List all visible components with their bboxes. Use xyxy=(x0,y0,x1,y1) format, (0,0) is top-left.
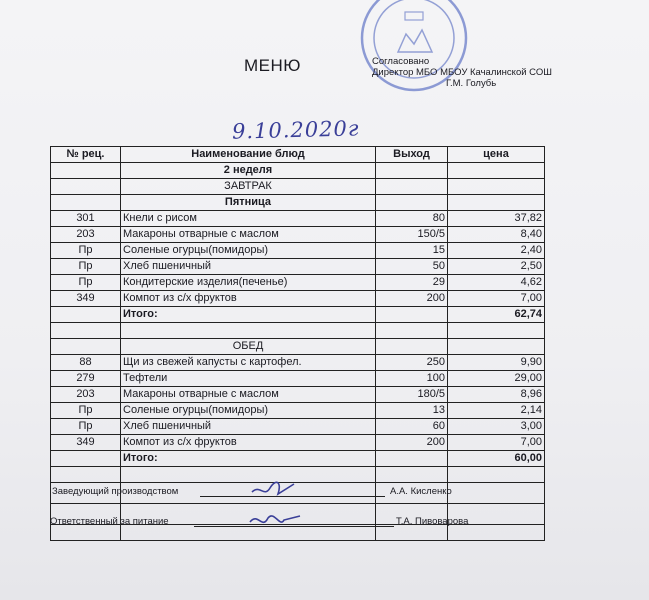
portion-output: 200 xyxy=(376,291,448,307)
dish-name: Хлеб пшеничный xyxy=(121,419,376,435)
column-header: Наименование блюд xyxy=(121,147,376,163)
approval-block xyxy=(372,56,552,89)
table-row xyxy=(51,371,545,387)
portion-output: 15 xyxy=(376,243,448,259)
recipe-number: 88 xyxy=(51,355,121,371)
price: 8,96 xyxy=(448,387,545,403)
dish-name: Соленые огурцы(помидоры) xyxy=(121,403,376,419)
price: 9,90 xyxy=(448,355,545,371)
portion-output: 29 xyxy=(376,275,448,291)
table-header-row xyxy=(51,147,545,163)
price: 2,14 xyxy=(448,403,545,419)
price: 2,50 xyxy=(448,259,545,275)
lunch-rows xyxy=(51,355,545,451)
dish-name: Макароны отварные с маслом xyxy=(121,227,376,243)
portion-output: 13 xyxy=(376,403,448,419)
recipe-number: 279 xyxy=(51,371,121,387)
total-label: Итого: xyxy=(121,307,376,323)
dish-name: Соленые огурцы(помидоры) xyxy=(121,243,376,259)
price: 8,40 xyxy=(448,227,545,243)
handwritten-date: 9.10.2020г xyxy=(231,116,360,144)
price: 4,62 xyxy=(448,275,545,291)
table-row xyxy=(51,355,545,371)
manager-role: Заведующий производством xyxy=(52,486,179,497)
week-label: 2 неделя xyxy=(121,163,376,179)
nutrition-name: Т.А. Пивоварова xyxy=(396,516,469,527)
nutrition-signature xyxy=(244,508,304,532)
dish-name: Щи из свежей капусты с картофел. xyxy=(121,355,376,371)
recipe-number: 203 xyxy=(51,387,121,403)
portion-output: 50 xyxy=(376,259,448,275)
dish-name: Кнели с рисом xyxy=(121,211,376,227)
recipe-number: 203 xyxy=(51,227,121,243)
breakfast-rows xyxy=(51,211,545,307)
portion-output: 100 xyxy=(376,371,448,387)
price: 2,40 xyxy=(448,243,545,259)
table-row xyxy=(51,259,545,275)
recipe-number: Пр xyxy=(51,275,121,291)
column-header: Выход xyxy=(376,147,448,163)
price: 29,00 xyxy=(448,371,545,387)
day-label: Пятница xyxy=(121,195,376,211)
approval-line-1: Согласовано xyxy=(372,56,430,67)
breakfast-total: 62,74 xyxy=(448,307,545,323)
empty-row xyxy=(51,323,545,339)
price: 7,00 xyxy=(448,291,545,307)
recipe-number: Пр xyxy=(51,259,121,275)
week-row xyxy=(51,163,545,179)
portion-output: 250 xyxy=(376,355,448,371)
page-title: МЕНЮ xyxy=(244,56,301,75)
breakfast-label: ЗАВТРАК xyxy=(121,179,376,195)
portion-output: 180/5 xyxy=(376,387,448,403)
meal-row xyxy=(51,179,545,195)
dish-name: Компот из с/х фруктов xyxy=(121,291,376,307)
breakfast-total-row xyxy=(51,307,545,323)
price: 37,82 xyxy=(448,211,545,227)
table-row xyxy=(51,243,545,259)
dish-name: Компот из с/х фруктов xyxy=(121,435,376,451)
day-row xyxy=(51,195,545,211)
portion-output: 60 xyxy=(376,419,448,435)
lunch-total-row xyxy=(51,451,545,467)
approval-line-2: Директор МБО МБОУ Качалинской СОШ xyxy=(372,67,552,78)
total-label: Итого: xyxy=(121,451,376,467)
table-row xyxy=(51,227,545,243)
recipe-number: Пр xyxy=(51,419,121,435)
portion-output: 200 xyxy=(376,435,448,451)
price: 7,00 xyxy=(448,435,545,451)
approval-line-3: Г.М. Голубь xyxy=(446,78,497,89)
table-row xyxy=(51,403,545,419)
column-header: № рец. xyxy=(51,147,121,163)
price: 3,00 xyxy=(448,419,545,435)
portion-output: 80 xyxy=(376,211,448,227)
table-row xyxy=(51,291,545,307)
dish-name: Тефтели xyxy=(121,371,376,387)
table-row xyxy=(51,275,545,291)
lunch-label: ОБЕД xyxy=(121,339,376,355)
portion-output: 150/5 xyxy=(376,227,448,243)
recipe-number: 349 xyxy=(51,291,121,307)
column-header: цена xyxy=(448,147,545,163)
table-row xyxy=(51,387,545,403)
meal-row xyxy=(51,339,545,355)
lunch-total: 60,00 xyxy=(448,451,545,467)
dish-name: Кондитерские изделия(печенье) xyxy=(121,275,376,291)
table-row xyxy=(51,211,545,227)
table-row xyxy=(51,419,545,435)
recipe-number: Пр xyxy=(51,403,121,419)
nutrition-role: Ответственный за питание xyxy=(50,516,169,527)
recipe-number: 301 xyxy=(51,211,121,227)
manager-signature xyxy=(248,478,298,500)
recipe-number: 349 xyxy=(51,435,121,451)
dish-name: Макароны отварные с маслом xyxy=(121,387,376,403)
dish-name: Хлеб пшеничный xyxy=(121,259,376,275)
recipe-number: Пр xyxy=(51,243,121,259)
manager-name: А.А. Кисленко xyxy=(390,486,452,497)
table-row xyxy=(51,435,545,451)
